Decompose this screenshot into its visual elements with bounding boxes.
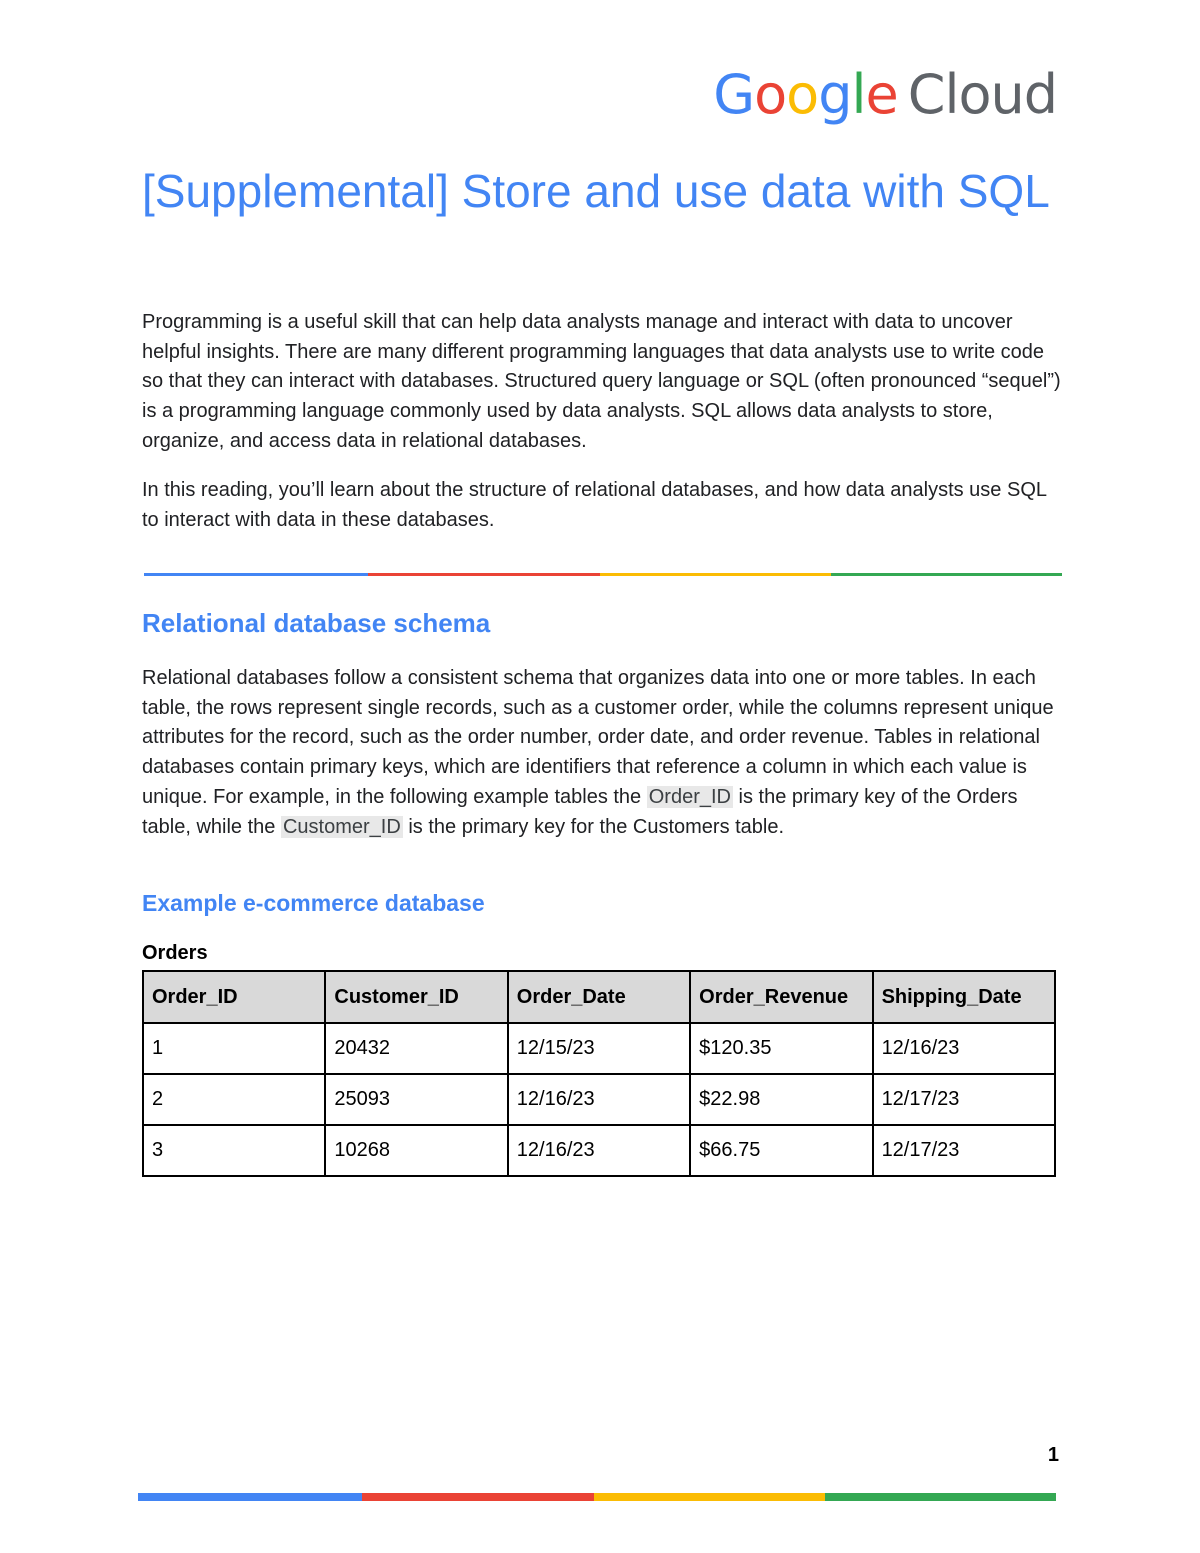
table-cell: $66.75: [690, 1125, 872, 1176]
divider-segment-red: [368, 573, 599, 576]
table-row: [143, 1074, 1055, 1125]
logo-letter: l: [851, 63, 866, 126]
column-header: Customer_ID: [325, 971, 507, 1023]
table-cell: 20432: [325, 1023, 507, 1074]
schema-text-1: Relational databases follow a consistent schema that organizes data into one or more tables. In each table, the rows represent single records, such as a customer order, while the columns represent unique attributes for the record, such as the order number, order date, and order revenue. Tables in relational databases contain primary keys, which are identifiers that reference a column in which each value is unique. For example, in the following example tables the: [142, 667, 1054, 808]
table-cell: 12/16/23: [873, 1023, 1055, 1074]
table-cell: 10268: [325, 1125, 507, 1176]
table-cell: 12/17/23: [873, 1125, 1055, 1176]
table-cell: $22.98: [690, 1074, 872, 1125]
logo-letter: e: [865, 63, 898, 126]
column-header: Order_ID: [143, 971, 325, 1023]
code-order-id: Order_ID: [648, 785, 731, 808]
table-cell: $120.35: [690, 1023, 872, 1074]
column-header: Order_Revenue: [690, 971, 872, 1023]
logo-letter: o: [754, 63, 787, 126]
schema-text-2: is the primary key of the Orders table, while the: [142, 785, 1018, 838]
code-customer-id: Customer_ID: [282, 815, 401, 838]
table-cell: 3: [143, 1125, 325, 1176]
intro-paragraph-1: Programming is a useful skill that can help data analysts manage and interact with data to uncover helpful insights. There are many different programming languages that data analysts use to write code so that they can interact with databases. Structured query language or SQL (often pronounced “sequel”) is a programming language commonly used by data analysts. SQL allows data analysts to store, organize, and access data in relational databases.: [142, 311, 1061, 452]
footer-segment-green: [825, 1493, 1056, 1501]
table-cell: 12/17/23: [873, 1074, 1055, 1125]
section-divider: [144, 573, 1062, 576]
divider-segment-green: [831, 573, 1062, 576]
schema-paragraph: [142, 664, 1062, 842]
intro-paragraph-2: In this reading, you’ll learn about the structure of relational databases, and how data analysts use SQL to interact with data in these databases.: [142, 479, 1047, 531]
divider-segment-yellow: [600, 573, 831, 576]
logo-letter: g: [818, 63, 852, 126]
logo-letter: o: [786, 63, 819, 126]
logo-cloud-word: Cloud: [907, 63, 1057, 126]
table-cell: 12/16/23: [508, 1125, 690, 1176]
column-header: Shipping_Date: [873, 971, 1055, 1023]
table-row: [143, 1125, 1055, 1176]
divider-segment-blue: [144, 573, 368, 576]
table-cell: 1: [143, 1023, 325, 1074]
page-number: 1: [1047, 1444, 1059, 1466]
footer-segment-red: [362, 1493, 593, 1501]
schema-text-3: is the primary key for the Customers table.: [402, 815, 785, 838]
table-cell: 12/15/23: [508, 1023, 690, 1074]
google-cloud-logo: [713, 63, 1057, 126]
footer-color-bar: [138, 1493, 1056, 1501]
table-row: [143, 1023, 1055, 1074]
footer-segment-blue: [138, 1493, 362, 1501]
table-label: Orders: [142, 942, 208, 964]
table-header-row: [143, 971, 1055, 1023]
table-cell: 2: [143, 1074, 325, 1125]
column-header: Order_Date: [508, 971, 690, 1023]
page-title: [Supplemental] Store and use data with SQL: [142, 165, 1050, 217]
footer-segment-yellow: [594, 1493, 825, 1501]
logo-letter: G: [713, 63, 755, 126]
subheading: Example e-commerce database: [142, 890, 485, 916]
table-cell: 12/16/23: [508, 1074, 690, 1125]
section-heading: Relational database schema: [142, 608, 491, 638]
orders-table: [142, 970, 1056, 1177]
table-cell: 25093: [325, 1074, 507, 1125]
